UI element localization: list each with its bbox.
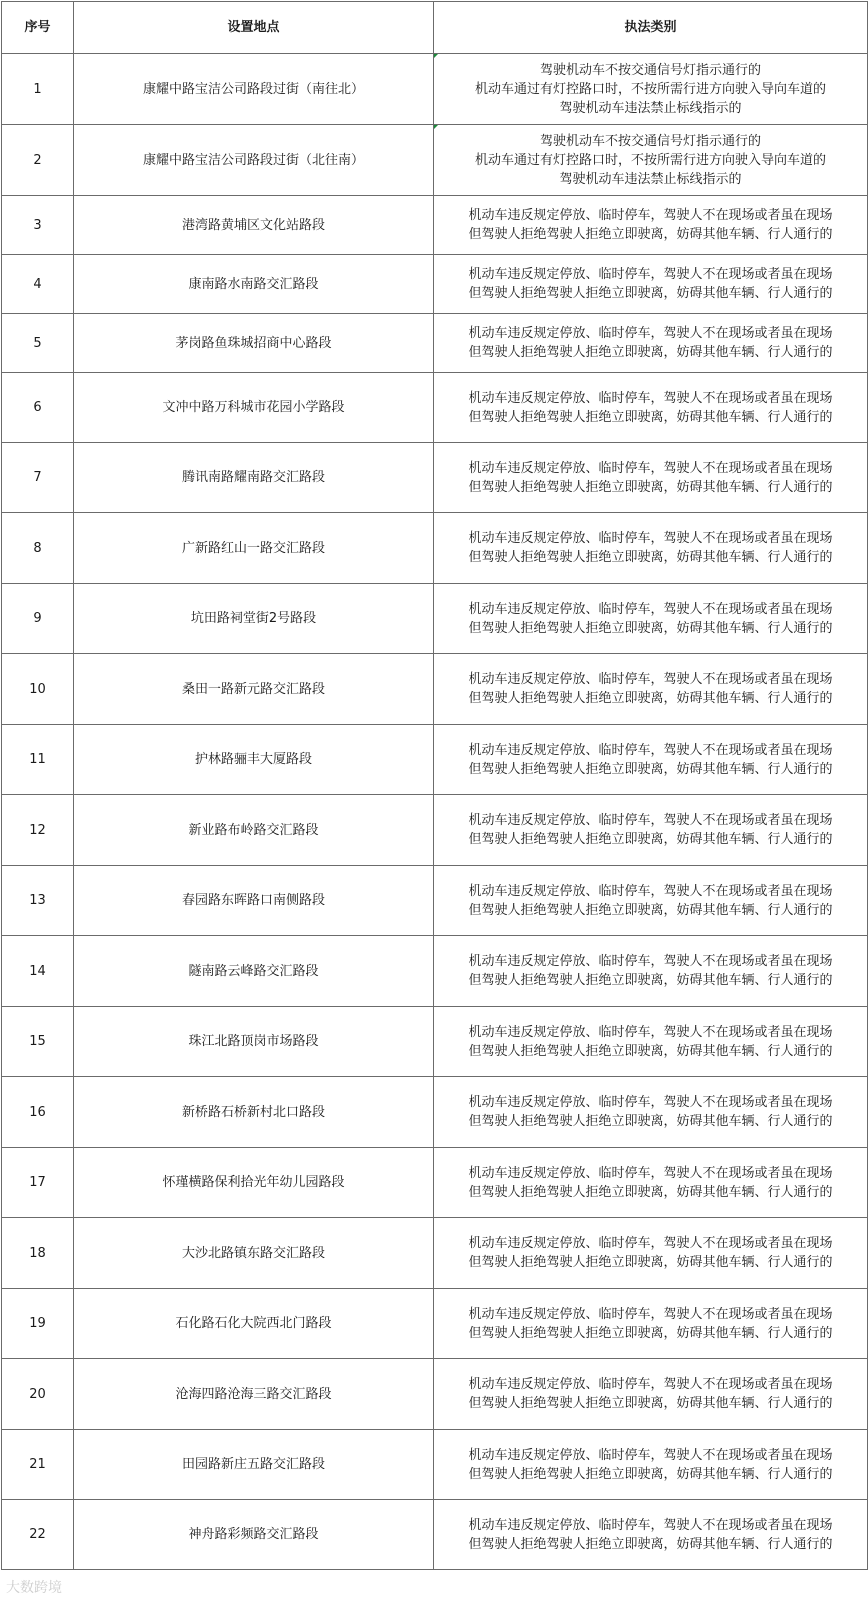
enforcement-text-line: 但驾驶人拒绝驾驶人拒绝立即驶离，妨碍其他车辆、行人通行的 <box>468 1114 833 1129</box>
row-enforcement-category <box>434 936 868 1007</box>
row-location: 新桥路石桥新村北口路段 <box>74 1077 434 1148</box>
enforcement-text-line: 但驾驶人拒绝驾驶人拒绝立即驶离，妨碍其他车辆、行人通行的 <box>468 902 833 918</box>
row-location: 广新路红山一路交汇路段 <box>74 513 434 584</box>
row-enforcement-category <box>434 373 868 443</box>
row-location: 文冲中路万科城市花园小学路段 <box>74 373 434 443</box>
table-row <box>2 866 868 936</box>
table-row <box>2 255 868 314</box>
enforcement-text-line: 机动车违反规定停放、临时停车，驾驶人不在现场或者虽在现场 <box>468 813 833 828</box>
enforcement-text-line: 机动车违反规定停放、临时停车，驾驶人不在现场或者虽在现场 <box>468 208 833 223</box>
table-row <box>2 1077 868 1148</box>
enforcement-text-line: 但驾驶人拒绝驾驶人拒绝立即驶离，妨碍其他车辆、行人通行的 <box>468 479 833 495</box>
row-location: 港湾路黄埔区文化站路段 <box>74 196 434 255</box>
row-enforcement-category <box>434 584 868 654</box>
row-enforcement-category <box>434 54 868 125</box>
row-enforcement-category <box>434 654 868 725</box>
table-row <box>2 443 868 513</box>
row-location: 康耀中路宝洁公司路段过街（北往南） <box>74 125 434 196</box>
table-row <box>2 196 868 255</box>
table-row <box>2 1430 868 1500</box>
header-enforcement-category: 执法类别 <box>434 2 868 54</box>
row-serial-number: 17 <box>2 1148 74 1218</box>
enforcement-text-line: 机动车违反规定停放、临时停车，驾驶人不在现场或者虽在现场 <box>468 460 833 476</box>
row-enforcement-category <box>434 1359 868 1430</box>
enforcement-text-line: 但驾驶人拒绝驾驶人拒绝立即驶离，妨碍其他车辆、行人通行的 <box>468 286 833 301</box>
enforcement-text-line: 机动车违反规定停放、临时停车，驾驶人不在现场或者虽在现场 <box>468 883 833 899</box>
row-enforcement-category <box>434 866 868 936</box>
table-row <box>2 1289 868 1359</box>
row-location: 沧海四路沧海三路交汇路段 <box>74 1359 434 1430</box>
enforcement-text-line: 但驾驶人拒绝驾驶人拒绝立即驶离，妨碍其他车辆、行人通行的 <box>468 1536 833 1552</box>
enforcement-text-line: 机动车违反规定停放、临时停车，驾驶人不在现场或者虽在现场 <box>468 1165 833 1181</box>
enforcement-text-line: 机动车违反规定停放、临时停车，驾驶人不在现场或者虽在现场 <box>468 954 833 969</box>
row-serial-number: 4 <box>2 255 74 314</box>
enforcement-text-line: 机动车违反规定停放、临时停车，驾驶人不在现场或者虽在现场 <box>468 390 833 406</box>
row-serial-number: 21 <box>2 1430 74 1500</box>
table-row <box>2 584 868 654</box>
table-row <box>2 795 868 866</box>
enforcement-text-line: 但驾驶人拒绝驾驶人拒绝立即驶离，妨碍其他车辆、行人通行的 <box>468 1043 833 1059</box>
row-location: 护林路骊丰大厦路段 <box>74 725 434 795</box>
watermark-text: 大数跨境 <box>6 1580 62 1596</box>
enforcement-text-line: 但驾驶人拒绝驾驶人拒绝立即驶离，妨碍其他车辆、行人通行的 <box>468 691 833 706</box>
row-enforcement-category <box>434 1289 868 1359</box>
row-serial-number: 3 <box>2 196 74 255</box>
row-serial-number: 10 <box>2 654 74 725</box>
enforcement-text-line: 机动车违反规定停放、临时停车，驾驶人不在现场或者虽在现场 <box>468 1517 833 1533</box>
enforcement-text-line: 但驾驶人拒绝驾驶人拒绝立即驶离，妨碍其他车辆、行人通行的 <box>468 550 833 565</box>
table-row <box>2 1218 868 1289</box>
table-row <box>2 936 868 1007</box>
enforcement-text-line: 但驾驶人拒绝驾驶人拒绝立即驶离，妨碍其他车辆、行人通行的 <box>468 409 833 425</box>
enforcement-text-line: 驾驶机动车不按交通信号灯指示通行的 <box>539 133 761 149</box>
row-serial-number: 22 <box>2 1500 74 1570</box>
enforcement-table <box>1 1 868 1570</box>
table-body <box>2 54 868 1570</box>
cell-corner-mark-icon <box>434 125 438 129</box>
enforcement-text-line: 机动车通过有灯控路口时，不按所需行进方向驶入导向车道的 <box>474 152 826 168</box>
row-serial-number: 19 <box>2 1289 74 1359</box>
row-enforcement-category <box>434 125 868 196</box>
row-serial-number: 15 <box>2 1007 74 1077</box>
enforcement-text-line: 但驾驶人拒绝驾驶人拒绝立即驶离，妨碍其他车辆、行人通行的 <box>468 1396 833 1411</box>
enforcement-text-line: 但驾驶人拒绝驾驶人拒绝立即驶离，妨碍其他车辆、行人通行的 <box>468 1184 833 1200</box>
enforcement-text-line: 机动车违反规定停放、临时停车，驾驶人不在现场或者虽在现场 <box>468 267 833 282</box>
table-row <box>2 1007 868 1077</box>
table-row <box>2 1359 868 1430</box>
enforcement-text-line: 机动车违反规定停放、临时停车，驾驶人不在现场或者虽在现场 <box>468 1095 833 1110</box>
row-enforcement-category <box>434 1077 868 1148</box>
enforcement-text-line: 机动车违反规定停放、临时停车，驾驶人不在现场或者虽在现场 <box>468 1306 833 1322</box>
table-header-row <box>2 2 868 54</box>
row-enforcement-category <box>434 725 868 795</box>
row-location: 坑田路祠堂街2号路段 <box>74 584 434 654</box>
row-enforcement-category <box>434 443 868 513</box>
row-enforcement-category <box>434 196 868 255</box>
row-enforcement-category <box>434 314 868 373</box>
row-serial-number: 14 <box>2 936 74 1007</box>
row-enforcement-category <box>434 1007 868 1077</box>
enforcement-text-line: 机动车违反规定停放、临时停车，驾驶人不在现场或者虽在现场 <box>468 742 833 758</box>
row-location: 隧南路云峰路交汇路段 <box>74 936 434 1007</box>
row-enforcement-category <box>434 795 868 866</box>
enforcement-text-line: 驾驶机动车不按交通信号灯指示通行的 <box>539 62 761 78</box>
enforcement-text-line: 机动车违反规定停放、临时停车，驾驶人不在现场或者虽在现场 <box>468 326 833 341</box>
enforcement-text-line: 但驾驶人拒绝驾驶人拒绝立即驶离，妨碍其他车辆、行人通行的 <box>468 1466 833 1482</box>
cell-corner-mark-icon <box>434 54 438 58</box>
row-serial-number: 1 <box>2 54 74 125</box>
table-row <box>2 54 868 125</box>
enforcement-text-line: 但驾驶人拒绝驾驶人拒绝立即驶离，妨碍其他车辆、行人通行的 <box>468 973 833 988</box>
row-location: 大沙北路镇东路交汇路段 <box>74 1218 434 1289</box>
enforcement-text-line: 机动车违反规定停放、临时停车，驾驶人不在现场或者虽在现场 <box>468 601 833 617</box>
watermark <box>6 1577 62 1597</box>
enforcement-text-line: 机动车通过有灯控路口时，不按所需行进方向驶入导向车道的 <box>474 81 826 97</box>
row-location: 腾讯南路耀南路交汇路段 <box>74 443 434 513</box>
enforcement-text-line: 但驾驶人拒绝驾驶人拒绝立即驶离，妨碍其他车辆、行人通行的 <box>468 620 833 636</box>
table-row <box>2 1500 868 1570</box>
row-serial-number: 6 <box>2 373 74 443</box>
enforcement-text-line: 机动车违反规定停放、临时停车，驾驶人不在现场或者虽在现场 <box>468 531 833 546</box>
row-serial-number: 8 <box>2 513 74 584</box>
enforcement-text-line: 但驾驶人拒绝驾驶人拒绝立即驶离，妨碍其他车辆、行人通行的 <box>468 227 833 242</box>
row-location: 桑田一路新元路交汇路段 <box>74 654 434 725</box>
row-serial-number: 5 <box>2 314 74 373</box>
header-location: 设置地点 <box>74 2 434 54</box>
row-serial-number: 9 <box>2 584 74 654</box>
enforcement-text-line: 但驾驶人拒绝驾驶人拒绝立即驶离，妨碍其他车辆、行人通行的 <box>468 761 833 777</box>
table-row <box>2 654 868 725</box>
table-row <box>2 1148 868 1218</box>
row-location: 怀瑾横路保利拾光年幼儿园路段 <box>74 1148 434 1218</box>
table-row <box>2 314 868 373</box>
row-location: 康耀中路宝洁公司路段过街（南往北） <box>74 54 434 125</box>
row-location: 茅岗路鱼珠城招商中心路段 <box>74 314 434 373</box>
row-location: 石化路石化大院西北门路段 <box>74 1289 434 1359</box>
table-row <box>2 513 868 584</box>
row-location: 康南路水南路交汇路段 <box>74 255 434 314</box>
row-serial-number: 7 <box>2 443 74 513</box>
row-serial-number: 11 <box>2 725 74 795</box>
row-serial-number: 13 <box>2 866 74 936</box>
row-serial-number: 16 <box>2 1077 74 1148</box>
row-serial-number: 2 <box>2 125 74 196</box>
enforcement-text-line: 机动车违反规定停放、临时停车，驾驶人不在现场或者虽在现场 <box>468 1377 833 1392</box>
enforcement-text-line: 但驾驶人拒绝驾驶人拒绝立即驶离，妨碍其他车辆、行人通行的 <box>468 1255 833 1270</box>
row-location: 春园路东晖路口南侧路段 <box>74 866 434 936</box>
enforcement-text-line: 机动车违反规定停放、临时停车，驾驶人不在现场或者虽在现场 <box>468 1447 833 1463</box>
enforcement-text-line: 但驾驶人拒绝驾驶人拒绝立即驶离，妨碍其他车辆、行人通行的 <box>468 832 833 847</box>
row-enforcement-category <box>434 1218 868 1289</box>
header-serial-number: 序号 <box>2 2 74 54</box>
enforcement-text-line: 但驾驶人拒绝驾驶人拒绝立即驶离，妨碍其他车辆、行人通行的 <box>468 345 833 360</box>
row-location: 珠江北路顶岗市场路段 <box>74 1007 434 1077</box>
row-location: 新业路布岭路交汇路段 <box>74 795 434 866</box>
row-enforcement-category <box>434 1430 868 1500</box>
table-row <box>2 373 868 443</box>
enforcement-text-line: 但驾驶人拒绝驾驶人拒绝立即驶离，妨碍其他车辆、行人通行的 <box>468 1325 833 1341</box>
table-row <box>2 725 868 795</box>
enforcement-text-line: 机动车违反规定停放、临时停车，驾驶人不在现场或者虽在现场 <box>468 1236 833 1251</box>
row-serial-number: 20 <box>2 1359 74 1430</box>
enforcement-text-line: 机动车违反规定停放、临时停车，驾驶人不在现场或者虽在现场 <box>468 672 833 687</box>
row-enforcement-category <box>434 1500 868 1570</box>
row-location: 田园路新庄五路交汇路段 <box>74 1430 434 1500</box>
row-serial-number: 12 <box>2 795 74 866</box>
row-enforcement-category <box>434 513 868 584</box>
row-location: 神舟路彩频路交汇路段 <box>74 1500 434 1570</box>
enforcement-text-line: 机动车违反规定停放、临时停车，驾驶人不在现场或者虽在现场 <box>468 1024 833 1040</box>
enforcement-text-line: 驾驶机动车违法禁止标线指示的 <box>559 100 742 116</box>
row-enforcement-category <box>434 255 868 314</box>
row-enforcement-category <box>434 1148 868 1218</box>
table-row <box>2 125 868 196</box>
enforcement-text-line: 驾驶机动车违法禁止标线指示的 <box>559 171 742 187</box>
row-serial-number: 18 <box>2 1218 74 1289</box>
